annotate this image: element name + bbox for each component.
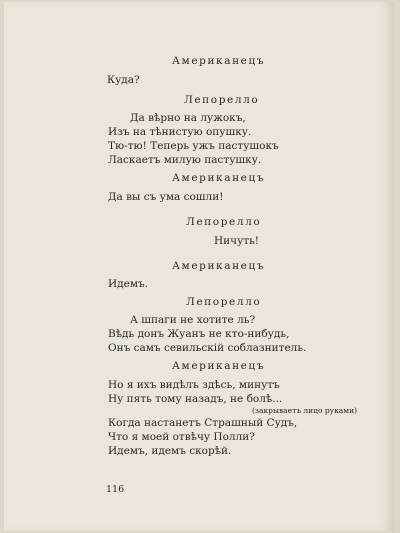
verse-line: Ласкаетъ милую пастушку. [108,154,262,166]
speaker-name: Американецъ [172,172,266,184]
verse-line: Ну пять тому назадъ, не болѣ... [108,393,283,405]
verse-line: Да вы съ ума сошли! [108,191,224,203]
verse-line: Ничуть! [214,235,260,247]
stage-direction: (закрываетъ лицо руками) [252,406,357,415]
book-page [4,2,394,531]
page-number: 116 [106,484,125,495]
speaker-name: Лепорелло [184,94,260,106]
verse-line: Куда? [107,74,140,86]
speaker-name: Лепорелло [186,296,262,308]
speaker-name: Американецъ [172,260,266,272]
verse-line: Идемъ, идемъ скорѣй. [108,445,232,457]
verse-line: Вѣдь донъ Жуанъ не кто-нибудь, [108,328,290,340]
verse-line: А шпаги не хотите ль? [130,314,256,326]
verse-line: Онъ самъ севильскій соблазнитель. [108,342,307,354]
speaker-name: Лепорелло [186,216,262,228]
speaker-name: Американецъ [172,360,266,372]
verse-line: Тю-тю! Теперь ужъ пастушокъ [108,140,279,152]
verse-line: Когда настанетъ Страшный Судъ, [108,417,298,429]
verse-line: Да вѣрно на лужокъ, [130,112,246,124]
verse-line: Но я ихъ видѣлъ здѣсь, минутъ [108,379,280,391]
verse-line: Что я моей отвѣчу Полли? [108,431,255,443]
verse-line: Изъ на тѣнистую опушку. [108,126,252,138]
verse-line: Идемъ. [108,278,149,290]
speaker-name: Американецъ [172,55,266,67]
